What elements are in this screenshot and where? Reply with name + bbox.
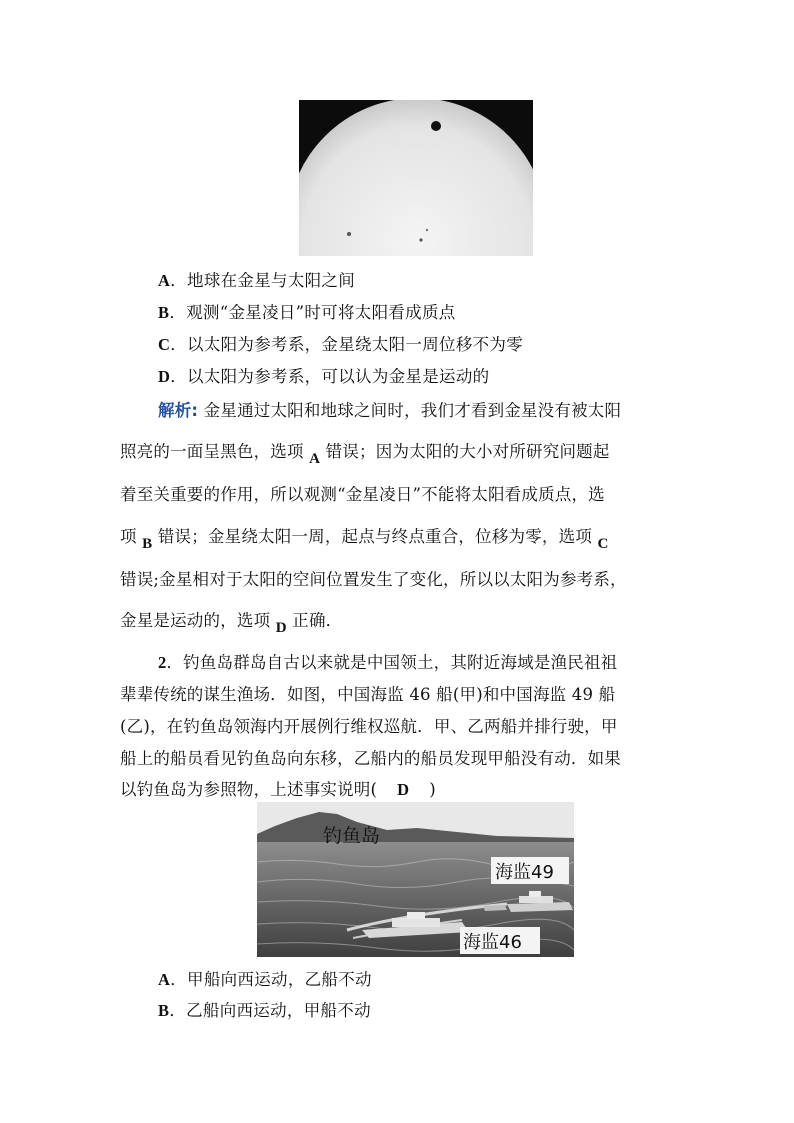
analysis-line-3: 着至关重要的作用，所以观测“金星凌日”不能将太阳看成质点，选 [120, 485, 605, 504]
option-b: B．观测“金星凌日”时可将太阳看成质点 [158, 303, 456, 322]
ship46-label: 海监46 [463, 932, 522, 953]
island-ships-graphic [257, 802, 574, 957]
question2-line-4: 船上的船员看见钓鱼岛向东移，乙船内的船员发现甲船没有动．如果 [120, 749, 621, 768]
option2-b: B．乙船向西运动，甲船不动 [158, 1001, 371, 1020]
question2-line-3: (乙)，在钓鱼岛领海内开展例行维权巡航．甲、乙两船并排行驶，甲 [120, 717, 618, 736]
ship49-label: 海监49 [495, 862, 554, 883]
island-ships-photo [257, 802, 574, 957]
analysis-line-5: 错误;金星相对于太阳的空间位置发生了变化，所以以太阳为参考系， [120, 570, 627, 589]
question-number: 2 [158, 653, 167, 672]
option-d: D．以太阳为参考系，可以认为金星是运动的 [158, 367, 490, 386]
option-c: C．以太阳为参考系，金星绕太阳一周位移不为零 [158, 335, 524, 354]
venus-dot [431, 121, 441, 131]
option2-a: A．甲船向西运动，乙船不动 [158, 970, 372, 989]
analysis-label: 解析 [158, 401, 192, 420]
sun-transit-graphic [299, 100, 533, 256]
analysis-line-6: 金星是运动的，选项 D 正确． [120, 611, 343, 636]
analysis-line-4: 项 B 错误；金星绕太阳一周，起点与终点重合，位移为零，选项 C [120, 527, 609, 552]
island-label: 钓鱼岛 [323, 825, 381, 847]
sun-transit-photo [299, 100, 533, 256]
analysis-line-1: 解析: 金星通过太阳和地球之间时，我们才看到金星没有被太阳 [158, 401, 622, 420]
option-a: A．地球在金星与太阳之间 [158, 271, 356, 290]
question2-line-2: 辈辈传统的谋生渔场．如图，中国海监 46 船(甲)和中国海监 49 船 [120, 685, 616, 704]
answer-mark: D [397, 780, 410, 799]
question2-line-1: 2．钓鱼岛群岛自古以来就是中国领土，其附近海域是渔民祖祖 [158, 653, 618, 672]
question2-line-5: 以钓鱼岛为参照物，上述事实说明( D ) [120, 780, 436, 799]
analysis-line-2: 照亮的一面呈黑色，选项 A 错误；因为太阳的大小对所研究问题起 [120, 442, 610, 467]
